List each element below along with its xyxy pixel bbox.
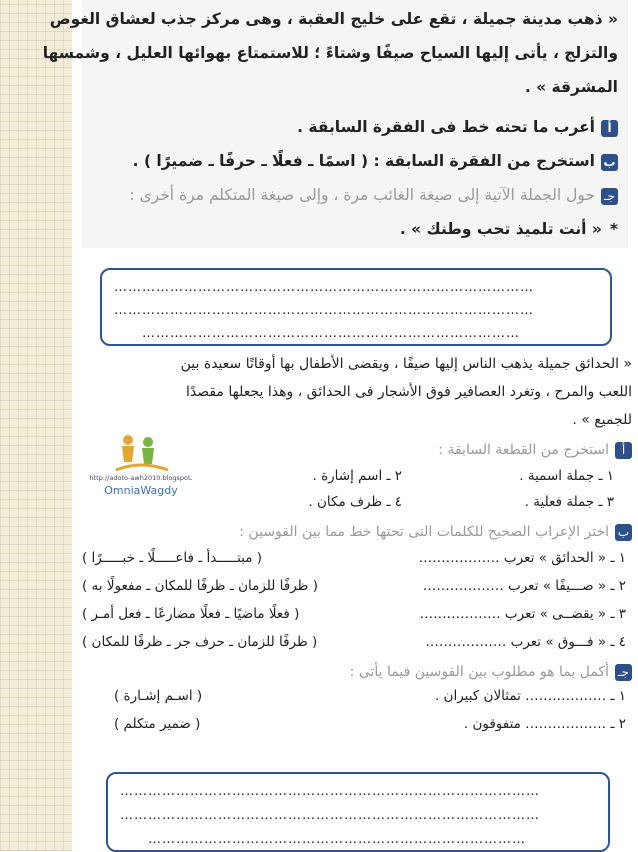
question-marker-a: أ: [615, 442, 632, 459]
question-1c: [90, 184, 618, 206]
logo-url: http://adoto-awh2010.blogspot.: [89, 474, 193, 482]
question-2c: [80, 662, 632, 682]
answer-box-2[interactable]: [106, 772, 610, 852]
passage-2-line-2: اللعب والمرح ، وتغرد العصافير فوق الأشجار فى الحدائق ، وهذا يجعلها مقصدًا: [185, 384, 632, 400]
list-item: ٢ ـ اسم إشارة .: [312, 468, 402, 484]
watermark-logo: [86, 432, 196, 512]
question-2a-text: استخرج من القطعة السابقة :: [438, 442, 609, 458]
question-marker-b: ب: [601, 154, 618, 171]
section-1: [42, 0, 628, 248]
question-2b-text: اختر الإعراب الصحيح للكلمات التى تحتها خط مما بين القوسين :: [239, 524, 609, 540]
passage-1-line-3: المشرقة » .: [524, 78, 618, 96]
star-marker: *: [609, 220, 618, 238]
question-marker-a: أ: [601, 120, 618, 137]
question-1a-text: أعرب ما تحته خط فى الفقرة السابقة .: [297, 118, 595, 136]
complete-row-sentence: ١ ـ ……………… تمثالان كبيران .: [434, 688, 626, 704]
answer-box-1[interactable]: [100, 268, 612, 346]
decorative-border: [0, 0, 72, 851]
answer-line: ………………………………………………………………………………: [120, 808, 540, 823]
logo-figures-icon: [86, 432, 196, 476]
question-1b-text: استخرج من الفقرة السابقة : ( اسمًا ـ فعلًا ـ حرفًا ـ ضميرًا ) .: [132, 152, 595, 170]
list-item: ٣ ـ جملة فعلية .: [524, 494, 614, 510]
passage-2-line-1: « الحدائق جميلة يذهب الناس إليها صيفًا ، ويقضى الأطفال بها أوقاتًا سعيدة بين: [180, 356, 632, 372]
question-marker-c: جـ: [601, 188, 618, 205]
choice-row-word: ٢ ـ « صـــيفًا » تعرب ………………: [422, 578, 626, 594]
complete-row-hint: ( ضمير متكلم ): [114, 716, 201, 732]
question-marker-b: ب: [615, 524, 632, 541]
answer-line: ………………………………………………………………………………: [114, 280, 534, 295]
question-2b: [80, 522, 632, 542]
choice-row-options: ( مبتـــــدأ ـ فاعـــــلًا ـ خبـــــرًا ): [82, 550, 263, 566]
question-2c-text: أكمل بما هو مطلوب بين القوسين فيما يأتى :: [349, 664, 609, 680]
answer-line: ………………………………………………………………………………: [114, 303, 534, 318]
answer-line: ………………………………………………………………………: [148, 832, 526, 847]
choice-row-options: ( ظرفًا للزمان ـ حرف جر ـ ظرفًا للمكان ): [82, 634, 318, 650]
choice-row-word: ٤ ـ « فـــوق » تعرب ………………: [425, 634, 626, 650]
complete-row-hint: ( اسـم إشـارة ): [114, 688, 203, 704]
answer-line: ………………………………………………………………………: [142, 326, 520, 341]
logo-brand: OmniaWagdy: [104, 484, 178, 497]
list-item: ٤ ـ ظرف مكان .: [308, 494, 402, 510]
question-1b: [90, 150, 618, 172]
worksheet-page: [42, 0, 638, 851]
passage-2-line-3: للجميع » .: [572, 412, 632, 428]
question-marker-c: جـ: [615, 664, 632, 681]
passage-1-line-2: والتزلج ، يأتى إليها السياح صيفًا وشتاءً ؛ للاستمتاع بهوائها العليل ، وشمسها: [42, 44, 618, 62]
section-2: [80, 350, 632, 750]
answer-line: ………………………………………………………………………………: [120, 784, 540, 799]
choice-row-word: ١ ـ « الحدائق » تعرب ………………: [418, 550, 626, 566]
list-item: ١ ـ جملة اسمية .: [519, 468, 614, 484]
passage-1-line-1: « ذهب مدينة جميلة ، تقع على خليج العقبة ، وهى مركز جذب لعشاق الغوص: [49, 10, 618, 28]
choice-row-word: ٣ ـ « يقضــى » تعرب ………………: [419, 606, 626, 622]
complete-row-sentence: ٢ ـ ……………… متفوقون .: [463, 716, 626, 732]
question-1a: [90, 116, 618, 138]
question-1-star: [90, 218, 618, 240]
choice-row-options: ( ظرفًا للزمان ـ ظرفًا للمكان ـ مفعولًا به ): [82, 578, 318, 594]
question-1c-text: حول الجملة الآتية إلى صيغة الغائب مرة ، وإلى صيغة المتكلم مرة أخرى :: [129, 186, 595, 204]
question-1-star-text: « أنت تلميذ تحب وطنك » .: [399, 220, 602, 238]
choice-row-options: ( فعلًا ماضيًا ـ فعلًا مضارعًا ـ فعل أمـر ): [82, 606, 300, 622]
